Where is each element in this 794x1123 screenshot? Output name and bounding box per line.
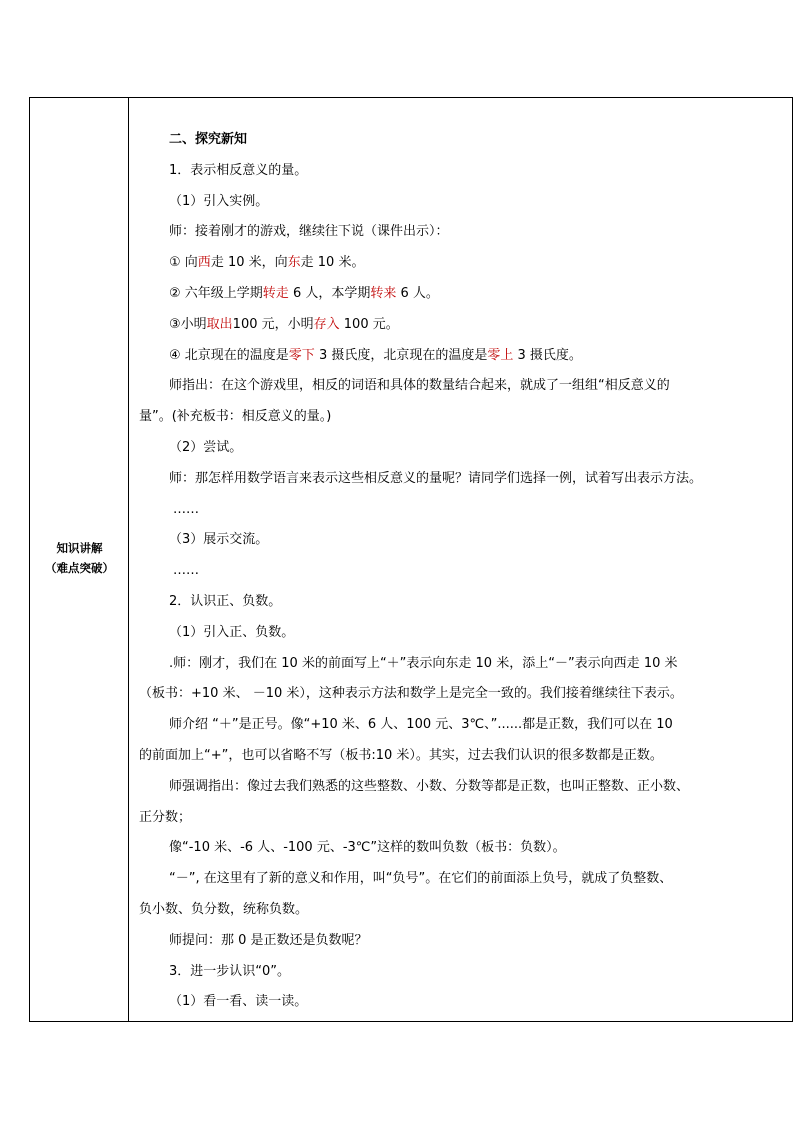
text-span: 3 摄氏度，北京现在的温度是 <box>314 347 488 363</box>
lesson-table <box>29 97 793 1022</box>
example-line <box>139 248 788 279</box>
ellipsis-line: …… <box>173 501 199 517</box>
section-label-subtitle: （难点突破） <box>45 561 114 575</box>
highlight-word: 存入 <box>313 316 340 332</box>
text-line: “－”, 在这里有了新的意义和作用，叫“负号”。在它们的前面添上负号，就成了负整数、 <box>169 871 673 887</box>
text-line: （3）展示交流。 <box>169 532 269 548</box>
example-line <box>139 279 788 310</box>
content-cell <box>129 98 792 1021</box>
text-span: 走 10 米。 <box>300 255 365 271</box>
lesson-content <box>139 125 788 1018</box>
highlight-word: 转来 <box>370 285 397 301</box>
highlight-word: 零下 <box>288 347 315 363</box>
highlight-word: 取出 <box>206 316 233 332</box>
text-span: 6 人，本学期 <box>288 285 371 301</box>
text-span: ② 六年级上学期 <box>169 285 263 301</box>
text-line: 3．进一步认识“0”。 <box>169 963 291 979</box>
section-label <box>30 538 129 578</box>
text-line: （1）看一看、读一读。 <box>169 994 308 1010</box>
text-line: 1．表示相反意义的量。 <box>169 162 308 178</box>
section-label-cell <box>30 98 129 1021</box>
text-line: 正分数； <box>139 809 192 825</box>
text-line: 师介绍 “＋”是正号。像“+10 米、6 人、100 元、3℃、”......都是正数，我们可以在 10 <box>169 717 673 733</box>
text-line: .师：刚才，我们在 10 米的前面写上“＋”表示向东走 10 米，添上“－”表示向西走 10 米 <box>169 655 678 671</box>
text-line: 的前面加上“+”，也可以省略不写（板书:10 米）。其实，过去我们认识的很多数都是正数。 <box>139 747 663 763</box>
text-span: ③小明 <box>169 316 207 332</box>
text-line: 师：接着刚才的游戏，继续往下说（课件出示）： <box>169 224 449 240</box>
text-line: 2．认识正、负数。 <box>169 593 282 609</box>
text-span: 100 元，小明 <box>232 316 314 332</box>
highlight-word: 零上 <box>487 347 514 363</box>
text-span: ④ 北京现在的温度是 <box>169 347 289 363</box>
text-line: 量”。(补充板书：相反意义的量。) <box>139 409 332 425</box>
text-span: 走 10 米，向 <box>210 255 288 271</box>
text-line: 师提问：那 0 是正数还是负数呢？ <box>169 932 368 948</box>
section-label-title: 知识讲解 <box>56 541 103 555</box>
text-line: 负小数、负分数，统称负数。 <box>139 901 309 917</box>
text-line: （板书：+10 米、 －10 米），这种表示方法和数学上是完全一致的。我们接着继续往下表示。 <box>139 686 683 702</box>
text-span: 3 摄氏度。 <box>513 347 582 363</box>
text-line: 师强调指出：像过去我们熟悉的这些整数、小数、分数等都是正数，也叫正整数、正小数、 <box>169 778 690 794</box>
text-span: ① 向 <box>169 255 198 271</box>
text-line: 师：那怎样用数学语言来表示这些相反意义的量呢？请同学们选择一例，试着写出表示方法。 <box>169 470 703 486</box>
text-span: 6 人。 <box>396 285 439 301</box>
text-span: 100 元。 <box>339 316 399 332</box>
text-line: （1）引入实例。 <box>169 193 269 209</box>
text-line: （2）尝试。 <box>169 439 243 455</box>
section-heading: 二、探究新知 <box>169 132 248 147</box>
ellipsis-line: …… <box>173 563 199 579</box>
highlight-word: 东 <box>287 255 301 271</box>
highlight-word: 西 <box>197 255 211 271</box>
example-line <box>139 341 788 372</box>
text-line: 师指出：在这个游戏里，相反的词语和具体的数量结合起来，就成了一组组“相反意义的 <box>169 378 670 394</box>
highlight-word: 转走 <box>262 285 289 301</box>
text-line: （1）引入正、负数。 <box>169 624 295 640</box>
text-line: 像“-10 米、-6 人、-100 元、-3℃”这样的数叫负数（板书：负数）。 <box>169 840 566 856</box>
example-line <box>139 310 788 341</box>
